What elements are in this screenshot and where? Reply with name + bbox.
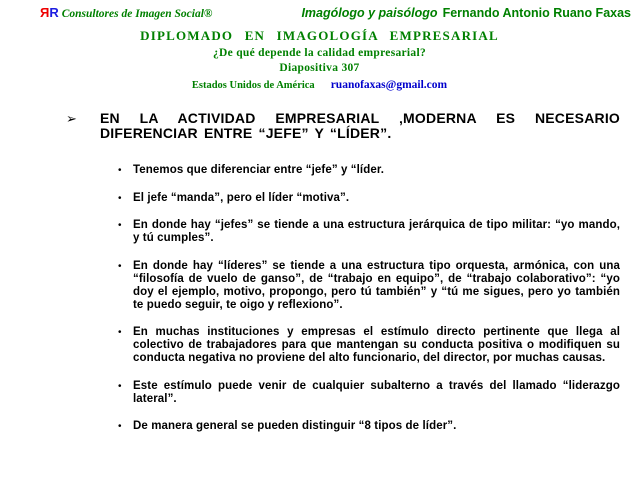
main-heading: EN LA ACTIVIDAD EMPRESARIAL ‚MODERNA ES NECESARIO DIFERENCIAR ENTRE “JEFE” Y “LÍDER”. <box>100 110 620 141</box>
bullet-dot-icon: • <box>118 220 122 231</box>
bullet-text: El jefe “manda”, pero el líder “motiva”. <box>133 191 350 204</box>
bullet-dot-icon: • <box>118 192 122 204</box>
header-line-contact <box>0 79 639 91</box>
arrowhead-bullet-icon: ➢ <box>66 111 77 126</box>
list-item <box>118 164 620 177</box>
author-role: Imagólogo y paisólogo <box>301 6 438 20</box>
company-name: Consultores de Imagen Social® <box>61 8 213 20</box>
list-item <box>118 192 620 205</box>
bullet-text: En muchas instituciones y empresas el estímulo directo pertinente que llega al colectivo de trabajadores para que mantengan su conducta positiva o modifiquen su conducta negativa no proviene del alto funcionario, del director, por muchas causas. <box>133 326 620 364</box>
bullet-text: Tenemos que diferenciar entre “jefe” y “líder. <box>133 164 385 176</box>
bullet-text: Este estímulo puede venir de cualquier subalterno a través del llamado “liderazgo lateral”. <box>133 379 620 405</box>
logo-r-glyph: R <box>49 5 59 20</box>
location-text: Estados Unidos de América <box>191 80 315 91</box>
slide-number: Diapositiva 307 <box>279 62 360 74</box>
bullet-text: En donde hay “jefes” se tiende a una estructura jerárquica de tipo militar: “yo mando, y tú cumples”. <box>133 219 620 244</box>
program-title: DIPLOMADO EN IMAGOLOGÍA EMPRESARIAL <box>140 28 499 43</box>
main-heading-row <box>0 111 620 140</box>
bullet-dot-icon: • <box>118 421 122 432</box>
subtitle-question: ¿De qué depende la calidad empresarial? <box>212 47 427 59</box>
author-name: Fernando Antonio Ruano Faxas <box>442 6 631 20</box>
bullet-text: De manera general se pueden distinguir “8 tipos de líder”. <box>133 420 457 432</box>
email-link[interactable]: ruanofaxas@gmail.com <box>330 79 448 91</box>
list-item <box>118 260 620 312</box>
bullet-dot-icon: • <box>118 380 122 392</box>
bullet-text: En donde hay “líderes” se tiende a una estructura tipo orquesta, armónica, con una “filosofía de vuelo de ganso”, de “trabajo en equipo”, de “trabajo colaborativo”: “yo doy el ejemplo, motivo, propongo, pero tú también” y “tú me sigues, pero yo también te puedo seguir, te oigo y reflexiono”. <box>133 259 620 311</box>
author-line <box>301 6 631 20</box>
slide-header <box>0 0 639 91</box>
list-item <box>118 326 620 365</box>
list-item <box>118 380 620 406</box>
list-item <box>118 420 620 433</box>
bullet-dot-icon: • <box>118 165 122 176</box>
bullet-dot-icon: • <box>118 260 122 272</box>
header-line-logo-author <box>0 4 639 22</box>
bullet-list <box>0 164 620 433</box>
slide-body <box>0 111 620 448</box>
bullet-dot-icon: • <box>118 327 122 338</box>
logo-reversed-r-glyph: Я <box>40 5 50 20</box>
company-logo <box>40 4 213 22</box>
list-item <box>118 219 620 245</box>
